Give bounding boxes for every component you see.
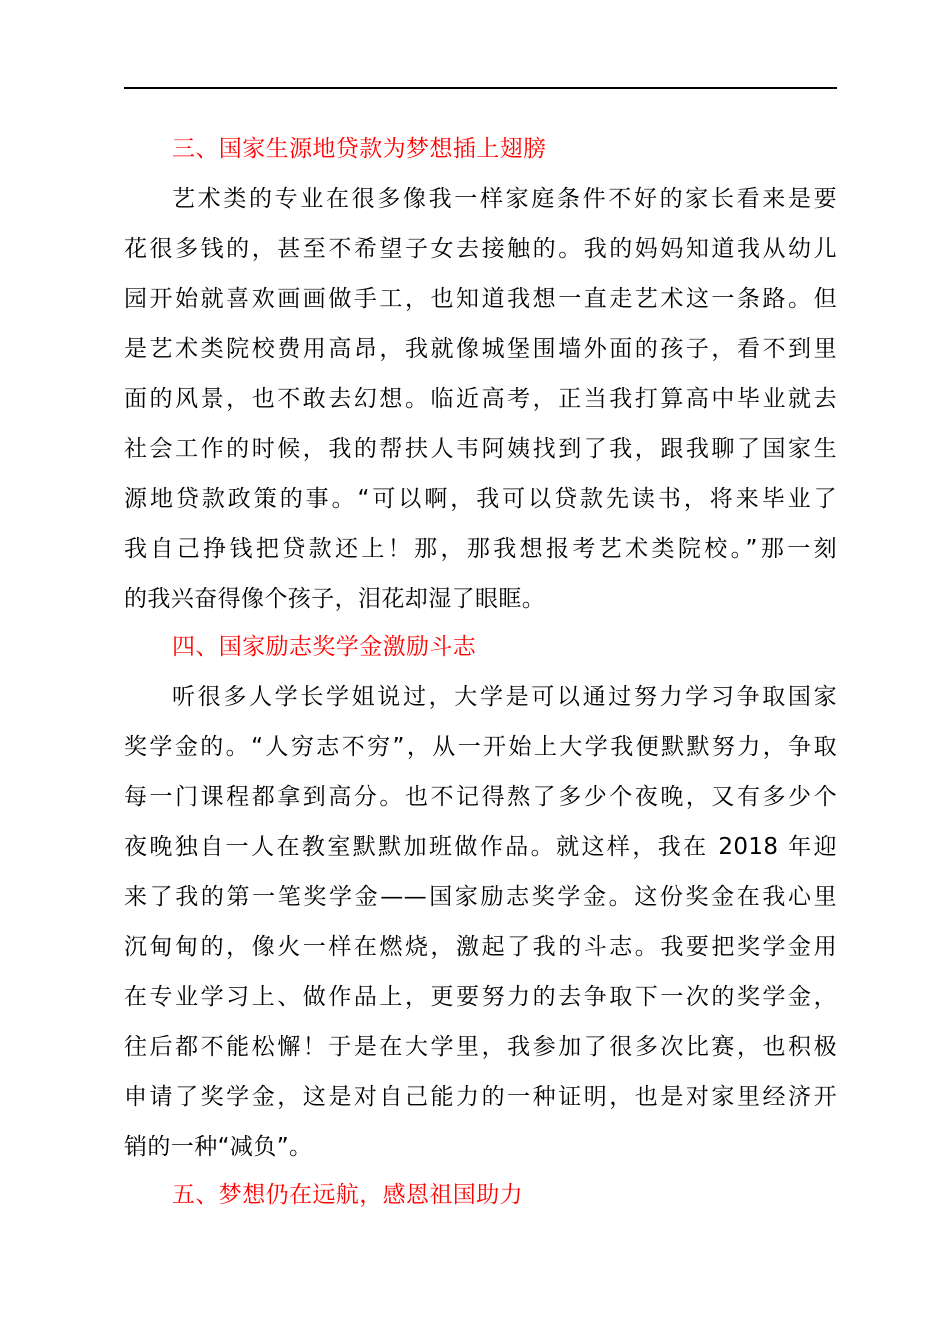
paragraph-line: 的我兴奋得像个孩子，泪花却湿了眼眶。 <box>124 586 546 612</box>
paragraph-line: 艺术类的专业在很多像我一样家庭条件不好的家长看来是要 <box>172 186 837 212</box>
paragraph-line: 园开始就喜欢画画做手工，也知道我想一直走艺术这一条路。但 <box>124 286 837 312</box>
paragraph-line: 沉甸甸的，像火一样在燃烧，激起了我的斗志。我要把奖学金用 <box>124 934 837 960</box>
paragraph-line: 在专业学习上、做作品上，更要努力的去争取下一次的奖学金， <box>124 984 837 1010</box>
paragraph-line: 往后都不能松懈！于是在大学里，我参加了很多次比赛，也积极 <box>124 1034 837 1060</box>
section-heading-3: 三、国家生源地贷款为梦想插上翅膀 <box>172 136 547 162</box>
paragraph-line: 源地贷款政策的事。“可以啊，我可以贷款先读书，将来毕业了 <box>124 486 837 512</box>
paragraph-line: 每一门课程都拿到高分。也不记得熬了多少个夜晚，又有多少个 <box>124 784 837 810</box>
paragraph-line: 申请了奖学金，这是对自己能力的一种证明，也是对家里经济开 <box>124 1084 837 1110</box>
paragraph-line: 面的风景，也不敢去幻想。临近高考，正当我打算高中毕业就去 <box>124 386 837 412</box>
paragraph-line: 社会工作的时候，我的帮扶人韦阿姨找到了我，跟我聊了国家生 <box>124 436 837 462</box>
paragraph-line: 是艺术类院校费用高昂，我就像城堡围墙外面的孩子，看不到里 <box>124 336 837 362</box>
paragraph-line: 听很多人学长学姐说过，大学是可以通过努力学习争取国家 <box>172 684 837 710</box>
header-rule <box>124 87 837 89</box>
paragraph-line: 奖学金的。“人穷志不穷”，从一开始上大学我便默默努力，争取 <box>124 734 837 760</box>
paragraph-line: 来了我的第一笔奖学金——国家励志奖学金。这份奖金在我心里 <box>124 884 837 910</box>
section-heading-4: 四、国家励志奖学金激励斗志 <box>172 634 477 660</box>
paragraph-line: 夜晚独自一人在教室默默加班做作品。就这样，我在 2018 年迎 <box>124 834 837 860</box>
paragraph-line: 我自己挣钱把贷款还上！那，那我想报考艺术类院校。”那一刻 <box>124 536 837 562</box>
paragraph-line: 花很多钱的，甚至不希望子女去接触的。我的妈妈知道我从幼儿 <box>124 236 837 262</box>
paragraph-line: 销的一种“减负”。 <box>124 1134 313 1160</box>
section-heading-5: 五、梦想仍在远航，感恩祖国助力 <box>172 1182 523 1208</box>
